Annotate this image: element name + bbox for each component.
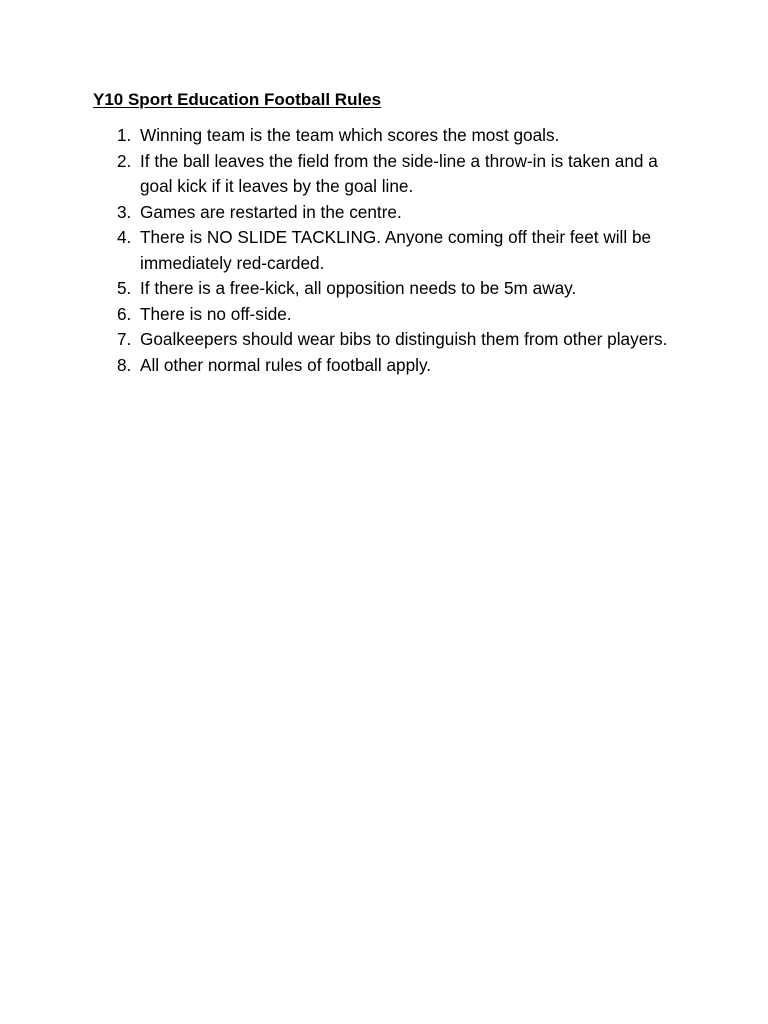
rule-item bbox=[117, 225, 677, 276]
rule-number: 4. bbox=[117, 227, 132, 247]
rule-item bbox=[117, 149, 677, 200]
rule-number: 7. bbox=[117, 329, 132, 349]
rule-number: 3. bbox=[117, 201, 132, 222]
rule-text: Winning team is the team which scores the most goals. bbox=[140, 125, 560, 145]
rule-number: 1. bbox=[117, 125, 132, 145]
rule-number: 2. bbox=[117, 150, 132, 171]
rules-list bbox=[117, 123, 677, 378]
rule-text: All other normal rules of football apply. bbox=[140, 354, 432, 375]
rule-item bbox=[117, 276, 677, 302]
rule-text: Goalkeepers should wear bibs to distinguish them from other players. bbox=[140, 329, 668, 349]
rule-number: 5. bbox=[117, 278, 132, 298]
document-title: Y10 Sport Education Football Rules bbox=[93, 90, 382, 109]
rule-item bbox=[117, 302, 677, 328]
rule-item bbox=[117, 353, 677, 379]
rule-text: If the ball leaves the field from the side-line a throw-in is taken and a goal kick if it leaves by the goal line. bbox=[140, 150, 658, 196]
rule-item bbox=[117, 123, 677, 149]
rule-text: There is no off-side. bbox=[140, 303, 292, 324]
rule-item bbox=[117, 327, 677, 353]
rule-text: Games are restarted in the centre. bbox=[140, 201, 402, 222]
rule-number: 8. bbox=[117, 354, 132, 375]
rule-text: There is NO SLIDE TACKLING. Anyone coming off their feet will be immediately red-carded. bbox=[140, 227, 652, 273]
rule-text: If there is a free-kick, all opposition needs to be 5m away. bbox=[140, 278, 577, 298]
rule-number: 6. bbox=[117, 303, 132, 324]
rule-item bbox=[117, 200, 677, 226]
